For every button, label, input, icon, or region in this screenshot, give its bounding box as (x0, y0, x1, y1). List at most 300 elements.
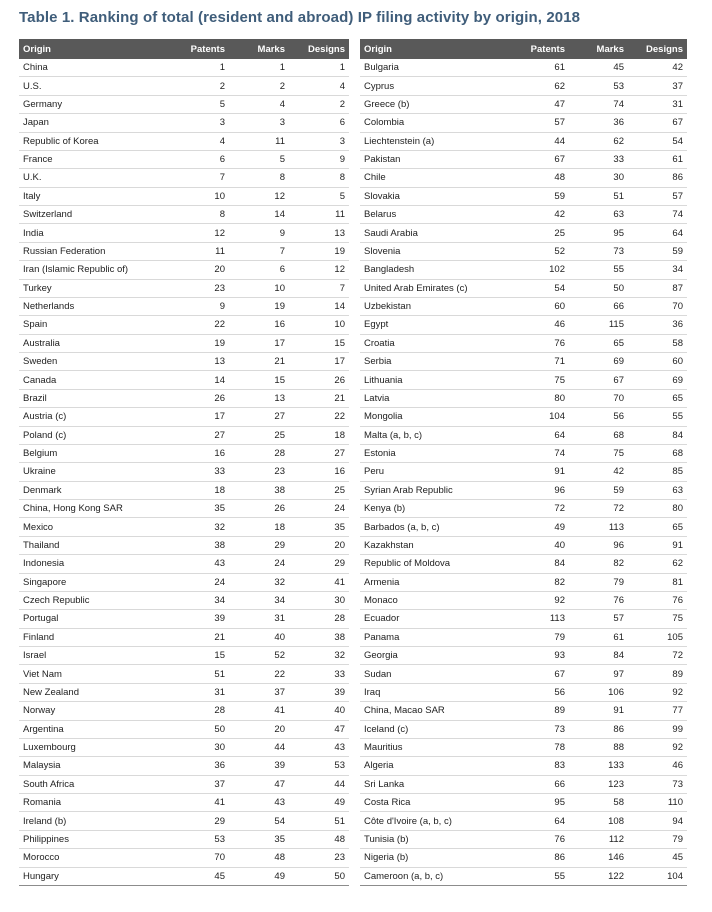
cell-designs: 51 (289, 812, 349, 830)
table-title: Table 1. Ranking of total (resident and abroad) IP filing activity by origin, 2018 (19, 9, 581, 26)
table-row (360, 647, 687, 665)
table-row (360, 95, 687, 113)
cell-patents: 36 (169, 757, 229, 775)
cell-origin: Viet Nam (19, 665, 169, 683)
cell-designs: 70 (628, 297, 687, 315)
table-row (19, 794, 349, 812)
cell-patents: 91 (510, 463, 569, 481)
cell-patents: 78 (510, 738, 569, 756)
cell-patents: 15 (169, 647, 229, 665)
cell-marks: 43 (229, 794, 289, 812)
cell-patents: 14 (169, 371, 229, 389)
cell-origin: Czech Republic (19, 591, 169, 609)
cell-marks: 108 (569, 812, 628, 830)
cell-designs: 22 (289, 408, 349, 426)
cell-designs: 34 (628, 261, 687, 279)
cell-designs: 91 (628, 536, 687, 554)
cell-patents: 76 (510, 334, 569, 352)
cell-patents: 57 (510, 114, 569, 132)
cell-patents: 18 (169, 481, 229, 499)
table-row (19, 591, 349, 609)
cell-designs: 53 (289, 757, 349, 775)
cell-marks: 74 (569, 95, 628, 113)
cell-patents: 8 (169, 206, 229, 224)
table-row (360, 316, 687, 334)
cell-origin: Indonesia (19, 555, 169, 573)
cell-origin: Bulgaria (360, 59, 510, 77)
cell-patents: 93 (510, 647, 569, 665)
cell-designs: 39 (289, 683, 349, 701)
table-row (19, 408, 349, 426)
cell-marks: 73 (569, 242, 628, 260)
cell-designs: 24 (289, 500, 349, 518)
cell-origin: Mongolia (360, 408, 510, 426)
cell-origin: Uzbekistan (360, 297, 510, 315)
table-row (19, 279, 349, 297)
table-row (360, 738, 687, 756)
table-row (19, 261, 349, 279)
cell-designs: 104 (628, 867, 687, 885)
cell-origin: Mexico (19, 518, 169, 536)
cell-designs: 63 (628, 481, 687, 499)
cell-patents: 83 (510, 757, 569, 775)
cell-designs: 45 (628, 849, 687, 867)
cell-marks: 22 (229, 665, 289, 683)
cell-marks: 76 (569, 591, 628, 609)
cell-patents: 46 (510, 316, 569, 334)
cell-designs: 13 (289, 224, 349, 242)
cell-marks: 18 (229, 518, 289, 536)
table-row (19, 683, 349, 701)
cell-designs: 75 (628, 610, 687, 628)
cell-origin: Pakistan (360, 150, 510, 168)
table-row (360, 555, 687, 573)
cell-patents: 4 (169, 132, 229, 150)
cell-marks: 75 (569, 444, 628, 462)
cell-origin: Saudi Arabia (360, 224, 510, 242)
cell-patents: 19 (169, 334, 229, 352)
table-row (19, 224, 349, 242)
cell-origin: Slovakia (360, 187, 510, 205)
cell-designs: 31 (628, 95, 687, 113)
cell-marks: 96 (569, 536, 628, 554)
cell-designs: 110 (628, 794, 687, 812)
cell-origin: Italy (19, 187, 169, 205)
cell-origin: Finland (19, 628, 169, 646)
table-row (360, 408, 687, 426)
cell-origin: Latvia (360, 389, 510, 407)
cell-designs: 14 (289, 297, 349, 315)
header-designs: Designs (289, 39, 349, 59)
table-row (19, 95, 349, 113)
cell-designs: 3 (289, 132, 349, 150)
cell-origin: Austria (c) (19, 408, 169, 426)
table-row (19, 830, 349, 848)
cell-designs: 50 (289, 867, 349, 885)
cell-patents: 51 (169, 665, 229, 683)
cell-marks: 44 (229, 738, 289, 756)
cell-designs: 81 (628, 573, 687, 591)
cell-designs: 80 (628, 500, 687, 518)
cell-patents: 53 (169, 830, 229, 848)
cell-origin: Belgium (19, 444, 169, 462)
cell-designs: 92 (628, 738, 687, 756)
cell-marks: 50 (569, 279, 628, 297)
table-row (360, 591, 687, 609)
cell-origin: Netherlands (19, 297, 169, 315)
cell-patents: 20 (169, 261, 229, 279)
cell-marks: 48 (229, 849, 289, 867)
cell-patents: 35 (169, 500, 229, 518)
table-row (360, 297, 687, 315)
table-row (19, 555, 349, 573)
cell-designs: 2 (289, 95, 349, 113)
cell-origin: Germany (19, 95, 169, 113)
cell-patents: 61 (510, 59, 569, 77)
table-row (360, 536, 687, 554)
cell-designs: 89 (628, 665, 687, 683)
table-row (360, 794, 687, 812)
cell-marks: 7 (229, 242, 289, 260)
cell-patents: 52 (510, 242, 569, 260)
cell-origin: Turkey (19, 279, 169, 297)
cell-marks: 106 (569, 683, 628, 701)
cell-origin: China, Macao SAR (360, 702, 510, 720)
cell-marks: 66 (569, 297, 628, 315)
cell-patents: 11 (169, 242, 229, 260)
cell-origin: Thailand (19, 536, 169, 554)
cell-origin: Greece (b) (360, 95, 510, 113)
table-row (19, 371, 349, 389)
cell-patents: 60 (510, 297, 569, 315)
cell-designs: 37 (628, 77, 687, 95)
cell-patents: 64 (510, 426, 569, 444)
cell-origin: Egypt (360, 316, 510, 334)
header-origin: Origin (19, 39, 169, 59)
cell-marks: 79 (569, 573, 628, 591)
cell-marks: 88 (569, 738, 628, 756)
cell-designs: 49 (289, 794, 349, 812)
cell-patents: 44 (510, 132, 569, 150)
table-row (360, 334, 687, 352)
cell-designs: 68 (628, 444, 687, 462)
table-row (19, 500, 349, 518)
cell-designs: 35 (289, 518, 349, 536)
cell-marks: 35 (229, 830, 289, 848)
cell-patents: 71 (510, 353, 569, 371)
table-row (19, 77, 349, 95)
table-row (19, 812, 349, 830)
cell-patents: 12 (169, 224, 229, 242)
header-patents: Patents (510, 39, 569, 59)
cell-marks: 113 (569, 518, 628, 536)
table-row (19, 463, 349, 481)
cell-marks: 10 (229, 279, 289, 297)
header-patents: Patents (169, 39, 229, 59)
cell-designs: 19 (289, 242, 349, 260)
cell-patents: 1 (169, 59, 229, 77)
cell-origin: Philippines (19, 830, 169, 848)
table-header-row (19, 39, 349, 59)
cell-patents: 89 (510, 702, 569, 720)
cell-origin: Switzerland (19, 206, 169, 224)
cell-marks: 112 (569, 830, 628, 848)
cell-patents: 45 (169, 867, 229, 885)
table-row (360, 463, 687, 481)
cell-origin: Lithuania (360, 371, 510, 389)
cell-patents: 29 (169, 812, 229, 830)
cell-patents: 82 (510, 573, 569, 591)
cell-designs: 23 (289, 849, 349, 867)
table-row (360, 683, 687, 701)
cell-designs: 32 (289, 647, 349, 665)
table-row (19, 647, 349, 665)
cell-patents: 34 (169, 591, 229, 609)
cell-designs: 5 (289, 187, 349, 205)
cell-designs: 84 (628, 426, 687, 444)
cell-origin: Slovenia (360, 242, 510, 260)
cell-patents: 95 (510, 794, 569, 812)
cell-designs: 1 (289, 59, 349, 77)
table-row (360, 500, 687, 518)
cell-marks: 54 (229, 812, 289, 830)
cell-origin: Sweden (19, 353, 169, 371)
cell-designs: 4 (289, 77, 349, 95)
cell-designs: 59 (628, 242, 687, 260)
cell-marks: 29 (229, 536, 289, 554)
table-row (19, 849, 349, 867)
table-row (19, 628, 349, 646)
table-row (19, 573, 349, 591)
ranking-table-left (19, 39, 349, 886)
cell-marks: 39 (229, 757, 289, 775)
cell-origin: Kenya (b) (360, 500, 510, 518)
cell-designs: 99 (628, 720, 687, 738)
cell-marks: 14 (229, 206, 289, 224)
cell-marks: 55 (569, 261, 628, 279)
cell-marks: 15 (229, 371, 289, 389)
cell-origin: Malaysia (19, 757, 169, 775)
cell-marks: 123 (569, 775, 628, 793)
table-row (360, 224, 687, 242)
cell-patents: 59 (510, 187, 569, 205)
cell-origin: Tunisia (b) (360, 830, 510, 848)
cell-marks: 70 (569, 389, 628, 407)
cell-origin: Portugal (19, 610, 169, 628)
cell-patents: 79 (510, 628, 569, 646)
cell-patents: 28 (169, 702, 229, 720)
cell-origin: Iran (Islamic Republic of) (19, 261, 169, 279)
table-row (19, 426, 349, 444)
cell-patents: 54 (510, 279, 569, 297)
cell-origin: Malta (a, b, c) (360, 426, 510, 444)
cell-marks: 63 (569, 206, 628, 224)
table-row (19, 867, 349, 885)
cell-patents: 17 (169, 408, 229, 426)
cell-patents: 30 (169, 738, 229, 756)
header-origin: Origin (360, 39, 510, 59)
table-row (360, 573, 687, 591)
cell-designs: 65 (628, 518, 687, 536)
cell-marks: 133 (569, 757, 628, 775)
cell-designs: 87 (628, 279, 687, 297)
cell-marks: 58 (569, 794, 628, 812)
cell-marks: 72 (569, 500, 628, 518)
cell-origin: Argentina (19, 720, 169, 738)
table-row (360, 426, 687, 444)
cell-origin: United Arab Emirates (c) (360, 279, 510, 297)
cell-designs: 60 (628, 353, 687, 371)
cell-marks: 53 (569, 77, 628, 95)
cell-marks: 2 (229, 77, 289, 95)
cell-origin: Israel (19, 647, 169, 665)
cell-origin: Kazakhstan (360, 536, 510, 554)
table-row (360, 775, 687, 793)
table-row (360, 812, 687, 830)
cell-patents: 55 (510, 867, 569, 885)
cell-origin: Sudan (360, 665, 510, 683)
cell-designs: 25 (289, 481, 349, 499)
cell-marks: 5 (229, 150, 289, 168)
cell-patents: 39 (169, 610, 229, 628)
cell-patents: 64 (510, 812, 569, 830)
cell-designs: 105 (628, 628, 687, 646)
table-body-left (19, 59, 349, 885)
table-body-right (360, 59, 687, 885)
cell-marks: 115 (569, 316, 628, 334)
cell-patents: 56 (510, 683, 569, 701)
cell-origin: Norway (19, 702, 169, 720)
cell-patents: 73 (510, 720, 569, 738)
cell-marks: 11 (229, 132, 289, 150)
cell-origin: Singapore (19, 573, 169, 591)
cell-marks: 97 (569, 665, 628, 683)
cell-origin: Iceland (c) (360, 720, 510, 738)
table-row (19, 353, 349, 371)
cell-origin: France (19, 150, 169, 168)
cell-origin: Spain (19, 316, 169, 334)
cell-patents: 23 (169, 279, 229, 297)
cell-marks: 25 (229, 426, 289, 444)
cell-marks: 27 (229, 408, 289, 426)
cell-origin: India (19, 224, 169, 242)
cell-origin: Colombia (360, 114, 510, 132)
cell-marks: 20 (229, 720, 289, 738)
cell-patents: 104 (510, 408, 569, 426)
cell-origin: Croatia (360, 334, 510, 352)
cell-marks: 36 (569, 114, 628, 132)
cell-marks: 21 (229, 353, 289, 371)
cell-patents: 67 (510, 665, 569, 683)
cell-origin: Cyprus (360, 77, 510, 95)
cell-patents: 92 (510, 591, 569, 609)
cell-marks: 30 (569, 169, 628, 187)
table-row (360, 132, 687, 150)
table-row (360, 628, 687, 646)
cell-designs: 47 (289, 720, 349, 738)
cell-patents: 102 (510, 261, 569, 279)
table-row (19, 389, 349, 407)
cell-patents: 43 (169, 555, 229, 573)
cell-marks: 49 (229, 867, 289, 885)
table-row (19, 775, 349, 793)
table-row (360, 206, 687, 224)
table-row (19, 665, 349, 683)
cell-designs: 42 (628, 59, 687, 77)
cell-marks: 91 (569, 702, 628, 720)
table-row (19, 518, 349, 536)
cell-marks: 19 (229, 297, 289, 315)
cell-origin: Estonia (360, 444, 510, 462)
cell-origin: China, Hong Kong SAR (19, 500, 169, 518)
cell-designs: 16 (289, 463, 349, 481)
cell-marks: 65 (569, 334, 628, 352)
table-row (19, 316, 349, 334)
cell-designs: 33 (289, 665, 349, 683)
cell-patents: 75 (510, 371, 569, 389)
cell-patents: 72 (510, 500, 569, 518)
cell-patents: 33 (169, 463, 229, 481)
cell-designs: 43 (289, 738, 349, 756)
table-row (360, 481, 687, 499)
table-row (360, 389, 687, 407)
cell-patents: 67 (510, 150, 569, 168)
table-row (360, 242, 687, 260)
cell-designs: 26 (289, 371, 349, 389)
cell-designs: 62 (628, 555, 687, 573)
cell-patents: 49 (510, 518, 569, 536)
cell-origin: Serbia (360, 353, 510, 371)
cell-patents: 84 (510, 555, 569, 573)
cell-marks: 51 (569, 187, 628, 205)
cell-marks: 6 (229, 261, 289, 279)
cell-origin: Peru (360, 463, 510, 481)
table-row (19, 757, 349, 775)
table-row (360, 59, 687, 77)
table-row (19, 334, 349, 352)
cell-patents: 76 (510, 830, 569, 848)
cell-marks: 16 (229, 316, 289, 334)
table-row (360, 757, 687, 775)
cell-designs: 77 (628, 702, 687, 720)
cell-origin: Brazil (19, 389, 169, 407)
table-row (360, 867, 687, 885)
cell-patents: 41 (169, 794, 229, 812)
cell-marks: 82 (569, 555, 628, 573)
cell-origin: U.K. (19, 169, 169, 187)
cell-designs: 6 (289, 114, 349, 132)
table-row (19, 720, 349, 738)
header-designs: Designs (628, 39, 687, 59)
cell-patents: 47 (510, 95, 569, 113)
cell-marks: 59 (569, 481, 628, 499)
cell-designs: 10 (289, 316, 349, 334)
table-row (19, 242, 349, 260)
table-row (19, 150, 349, 168)
cell-origin: Nigeria (b) (360, 849, 510, 867)
cell-patents: 3 (169, 114, 229, 132)
cell-patents: 31 (169, 683, 229, 701)
cell-marks: 62 (569, 132, 628, 150)
table-row (360, 77, 687, 95)
table-row (19, 536, 349, 554)
cell-origin: Japan (19, 114, 169, 132)
table-row (360, 610, 687, 628)
cell-marks: 122 (569, 867, 628, 885)
table-row (19, 610, 349, 628)
cell-patents: 70 (169, 849, 229, 867)
cell-origin: Armenia (360, 573, 510, 591)
